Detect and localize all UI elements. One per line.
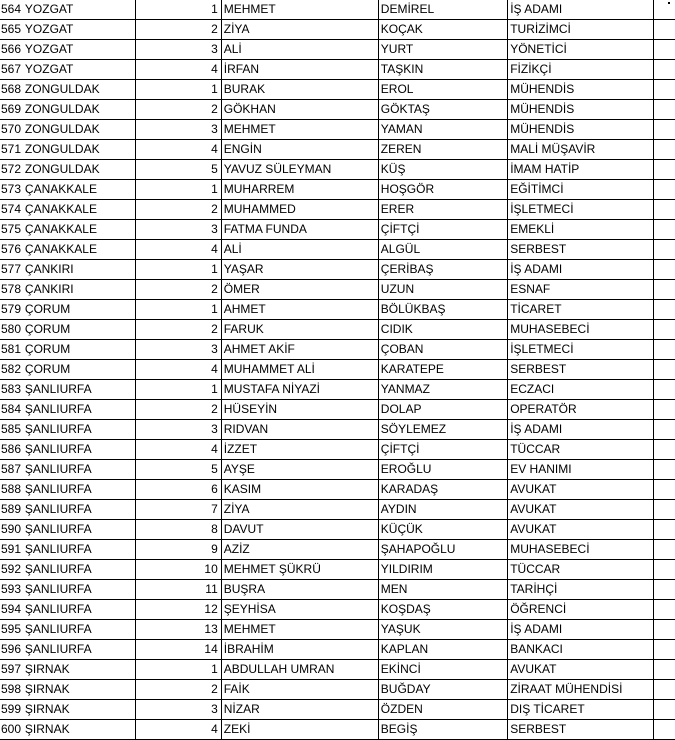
last-name-cell: BEGİŞ [378,720,507,740]
order-cell: 2 [135,280,221,300]
table-row [0,480,675,500]
province-cell: ÇANAKKALE [23,200,135,220]
row-number: 600 [0,720,23,740]
province-cell: ŞANLIURFA [23,540,135,560]
province-cell: ŞANLIURFA [23,640,135,660]
order-cell: 1 [135,180,221,200]
order-cell: 1 [135,380,221,400]
row-number: 581 [0,340,23,360]
last-name-cell: ZEREN [378,140,507,160]
order-cell: 2 [135,320,221,340]
table-row [0,620,675,640]
empty-cell [654,240,675,260]
occupation-cell: MUHASEBECİ [508,320,654,340]
occupation-cell: MUHASEBECİ [508,540,654,560]
table-row [0,220,675,240]
order-cell: 7 [135,500,221,520]
province-cell: ŞIRNAK [23,660,135,680]
order-cell: 8 [135,520,221,540]
first-name-cell: ÖMER [221,280,378,300]
order-cell: 9 [135,540,221,560]
order-cell: 5 [135,460,221,480]
occupation-cell: YÖNETİCİ [508,40,654,60]
province-cell: ŞIRNAK [23,700,135,720]
occupation-cell: SERBEST [508,360,654,380]
table-row [0,120,675,140]
first-name-cell: YAŞAR [221,260,378,280]
row-number: 571 [0,140,23,160]
order-cell: 5 [135,160,221,180]
row-number: 565 [0,20,23,40]
row-number: 595 [0,620,23,640]
last-name-cell: DOLAP [378,400,507,420]
province-cell: ÇORUM [23,320,135,340]
province-cell: ŞANLIURFA [23,480,135,500]
table-row [0,60,675,80]
empty-cell [654,220,675,240]
last-name-cell: TAŞKIN [378,60,507,80]
province-cell: ZONGULDAK [23,80,135,100]
order-cell: 3 [135,700,221,720]
first-name-cell: ŞEYHİSA [221,600,378,620]
empty-cell [654,640,675,660]
last-name-cell: ÇİFTÇİ [378,440,507,460]
order-cell: 2 [135,100,221,120]
first-name-cell: İZZET [221,440,378,460]
first-name-cell: ZİYA [221,20,378,40]
order-cell: 6 [135,480,221,500]
empty-cell [654,100,675,120]
province-cell: ÇANKIRI [23,280,135,300]
last-name-cell: YAMAN [378,120,507,140]
table-row [0,680,675,700]
row-number: 583 [0,380,23,400]
table-row [0,560,675,580]
order-cell: 3 [135,340,221,360]
table-row [0,160,675,180]
province-cell: ŞANLIURFA [23,460,135,480]
row-number: 586 [0,440,23,460]
occupation-cell: TİCARET [508,300,654,320]
province-cell: ÇORUM [23,340,135,360]
last-name-cell: SÖYLEMEZ [378,420,507,440]
last-name-cell: ÇİFTÇİ [378,220,507,240]
order-cell: 12 [135,600,221,620]
province-cell: ŞANLIURFA [23,380,135,400]
occupation-cell: EĞİTİMCİ [508,180,654,200]
table-row [0,580,675,600]
row-number: 572 [0,160,23,180]
order-cell: 1 [135,0,221,20]
province-cell: ZONGULDAK [23,100,135,120]
province-cell: ÇANAKKALE [23,180,135,200]
empty-cell [654,720,675,740]
first-name-cell: YAVUZ SÜLEYMAN [221,160,378,180]
first-name-cell: MUHAMMET ALİ [221,360,378,380]
occupation-cell: MÜHENDİS [508,120,654,140]
occupation-cell: MÜHENDİS [508,80,654,100]
row-number: 582 [0,360,23,380]
last-name-cell: GÖKTAŞ [378,100,507,120]
first-name-cell: BUŞRA [221,580,378,600]
empty-cell [654,340,675,360]
first-name-cell: FARUK [221,320,378,340]
row-number: 592 [0,560,23,580]
empty-cell [654,20,675,40]
row-number: 567 [0,60,23,80]
last-name-cell: YILDIRIM [378,560,507,580]
last-name-cell: KOÇAK [378,20,507,40]
table-row [0,80,675,100]
occupation-cell: İŞLETMECİ [508,200,654,220]
first-name-cell: HÜSEYİN [221,400,378,420]
row-number: 587 [0,460,23,480]
first-name-cell: FAİK [221,680,378,700]
table-row [0,600,675,620]
order-cell: 1 [135,80,221,100]
last-name-cell: BÖLÜKBAŞ [378,300,507,320]
occupation-cell: BANKACI [508,640,654,660]
row-number: 568 [0,80,23,100]
first-name-cell: MUHAMMED [221,200,378,220]
corner-mark [668,2,670,4]
row-number: 579 [0,300,23,320]
occupation-cell: İŞ ADAMI [508,260,654,280]
order-cell: 2 [135,680,221,700]
order-cell: 3 [135,220,221,240]
last-name-cell: KÜŞ [378,160,507,180]
occupation-cell: İMAM HATİP [508,160,654,180]
last-name-cell: MEN [378,580,507,600]
first-name-cell: AHMET AKİF [221,340,378,360]
occupation-cell: ZİRAAT MÜHENDİSİ [508,680,654,700]
table-row [0,300,675,320]
order-cell: 4 [135,60,221,80]
first-name-cell: ABDULLAH UMRAN [221,660,378,680]
table-row [0,520,675,540]
last-name-cell: BUĞDAY [378,680,507,700]
table-row [0,280,675,300]
row-number: 591 [0,540,23,560]
last-name-cell: KAPLAN [378,640,507,660]
empty-cell [654,300,675,320]
table-row [0,640,675,660]
empty-cell [654,120,675,140]
last-name-cell: ÇOBAN [378,340,507,360]
empty-cell [654,320,675,340]
first-name-cell: GÖKHAN [221,100,378,120]
first-name-cell: BURAK [221,80,378,100]
occupation-cell: MÜHENDİS [508,100,654,120]
empty-cell [654,460,675,480]
table-row [0,380,675,400]
occupation-cell: EMEKLİ [508,220,654,240]
order-cell: 4 [135,360,221,380]
table-row [0,720,675,740]
first-name-cell: NİZAR [221,700,378,720]
empty-cell [654,500,675,520]
province-cell: ÇANKIRI [23,260,135,280]
last-name-cell: EROĞLU [378,460,507,480]
first-name-cell: ZEKİ [221,720,378,740]
province-cell: ŞIRNAK [23,720,135,740]
empty-cell [654,560,675,580]
occupation-cell: İŞLETMECİ [508,340,654,360]
empty-cell [654,600,675,620]
table-row [0,0,675,20]
row-number: 578 [0,280,23,300]
empty-cell [654,160,675,180]
occupation-cell: OPERATÖR [508,400,654,420]
empty-cell [654,520,675,540]
first-name-cell: İRFAN [221,60,378,80]
table-row [0,140,675,160]
last-name-cell: EKİNCİ [378,660,507,680]
row-number: 589 [0,500,23,520]
last-name-cell: KÜÇÜK [378,520,507,540]
province-cell: ŞANLIURFA [23,400,135,420]
row-number: 599 [0,700,23,720]
empty-cell [654,540,675,560]
last-name-cell: ŞAHAPOĞLU [378,540,507,560]
occupation-cell: TÜCCAR [508,440,654,460]
row-number: 575 [0,220,23,240]
province-cell: ZONGULDAK [23,160,135,180]
first-name-cell: AHMET [221,300,378,320]
empty-cell [654,580,675,600]
occupation-cell: TÜCCAR [508,560,654,580]
row-number: 564 [0,0,23,20]
first-name-cell: FATMA FUNDA [221,220,378,240]
province-cell: ŞIRNAK [23,680,135,700]
province-cell: ÇORUM [23,360,135,380]
first-name-cell: İBRAHİM [221,640,378,660]
province-cell: YOZGAT [23,40,135,60]
empty-cell [654,400,675,420]
first-name-cell: ALİ [221,40,378,60]
occupation-cell: AVUKAT [508,480,654,500]
first-name-cell: ENGİN [221,140,378,160]
table-row [0,500,675,520]
last-name-cell: DEMİREL [378,0,507,20]
empty-cell [654,260,675,280]
occupation-cell: TURİZİMCİ [508,20,654,40]
occupation-cell: EV HANIMI [508,460,654,480]
empty-cell [654,40,675,60]
first-name-cell: KASIM [221,480,378,500]
empty-cell [654,660,675,680]
order-cell: 2 [135,20,221,40]
table-row [0,460,675,480]
occupation-cell: SERBEST [508,720,654,740]
table-row [0,260,675,280]
province-cell: ŞANLIURFA [23,600,135,620]
row-number: 573 [0,180,23,200]
occupation-cell: MALİ MÜŞAVİR [508,140,654,160]
order-cell: 4 [135,440,221,460]
province-cell: ÇANAKKALE [23,240,135,260]
table-row [0,540,675,560]
table-row [0,180,675,200]
first-name-cell: MEHMET ŞÜKRÜ [221,560,378,580]
order-cell: 1 [135,660,221,680]
last-name-cell: CIDIK [378,320,507,340]
last-name-cell: YANMAZ [378,380,507,400]
table-row [0,100,675,120]
last-name-cell: EROL [378,80,507,100]
last-name-cell: YAŞUK [378,620,507,640]
first-name-cell: MEHMET [221,0,378,20]
empty-cell [654,700,675,720]
first-name-cell: DAVUT [221,520,378,540]
occupation-cell: SERBEST [508,240,654,260]
row-number: 585 [0,420,23,440]
empty-cell [654,180,675,200]
province-cell: ŞANLIURFA [23,620,135,640]
row-number: 598 [0,680,23,700]
table-row [0,20,675,40]
row-number: 596 [0,640,23,660]
empty-cell [654,680,675,700]
province-cell: YOZGAT [23,20,135,40]
order-cell: 2 [135,200,221,220]
occupation-cell: TARİHÇİ [508,580,654,600]
empty-cell [654,80,675,100]
empty-cell [654,420,675,440]
province-cell: ŞANLIURFA [23,500,135,520]
last-name-cell: YURT [378,40,507,60]
first-name-cell: MUHARREM [221,180,378,200]
first-name-cell: MUSTAFA NİYAZİ [221,380,378,400]
province-cell: ŞANLIURFA [23,580,135,600]
order-cell: 14 [135,640,221,660]
occupation-cell: İŞ ADAMI [508,420,654,440]
order-cell: 10 [135,560,221,580]
order-cell: 4 [135,720,221,740]
empty-cell [654,440,675,460]
empty-cell [654,480,675,500]
first-name-cell: AZİZ [221,540,378,560]
province-cell: ÇANAKKALE [23,220,135,240]
empty-cell [654,380,675,400]
province-cell: YOZGAT [23,0,135,20]
empty-cell [654,280,675,300]
empty-cell [654,0,675,20]
first-name-cell: ALİ [221,240,378,260]
order-cell: 13 [135,620,221,640]
order-cell: 11 [135,580,221,600]
empty-cell [654,200,675,220]
empty-cell [654,60,675,80]
table-row [0,360,675,380]
last-name-cell: KARATEPE [378,360,507,380]
province-cell: ŞANLIURFA [23,440,135,460]
last-name-cell: ALGÜL [378,240,507,260]
province-cell: YOZGAT [23,60,135,80]
occupation-cell: ÖĞRENCİ [508,600,654,620]
order-cell: 3 [135,40,221,60]
province-cell: ŞANLIURFA [23,420,135,440]
occupation-cell: İŞ ADAMI [508,620,654,640]
occupation-cell: İŞ ADAMI [508,0,654,20]
table-row [0,340,675,360]
first-name-cell: RIDVAN [221,420,378,440]
empty-cell [654,140,675,160]
row-number: 590 [0,520,23,540]
last-name-cell: ERER [378,200,507,220]
table-row [0,420,675,440]
occupation-cell: AVUKAT [508,520,654,540]
last-name-cell: ÇERİBAŞ [378,260,507,280]
order-cell: 3 [135,420,221,440]
province-cell: ZONGULDAK [23,120,135,140]
order-cell: 2 [135,400,221,420]
row-number: 576 [0,240,23,260]
first-name-cell: AYŞE [221,460,378,480]
row-number: 577 [0,260,23,280]
empty-cell [654,360,675,380]
row-number: 594 [0,600,23,620]
order-cell: 4 [135,140,221,160]
row-number: 569 [0,100,23,120]
occupation-cell: AVUKAT [508,660,654,680]
table-row [0,240,675,260]
row-number: 566 [0,40,23,60]
occupation-cell: AVUKAT [508,500,654,520]
province-cell: ŞANLIURFA [23,560,135,580]
row-number: 597 [0,660,23,680]
table-row [0,700,675,720]
order-cell: 1 [135,260,221,280]
row-number: 584 [0,400,23,420]
occupation-cell: ESNAF [508,280,654,300]
occupation-cell: DIŞ TİCARET [508,700,654,720]
table-row [0,400,675,420]
row-number: 593 [0,580,23,600]
empty-cell [654,620,675,640]
province-cell: ÇORUM [23,300,135,320]
row-number: 588 [0,480,23,500]
table-row [0,200,675,220]
first-name-cell: ZİYA [221,500,378,520]
occupation-cell: ECZACI [508,380,654,400]
first-name-cell: MEHMET [221,620,378,640]
table-row [0,40,675,60]
order-cell: 1 [135,300,221,320]
row-number: 570 [0,120,23,140]
table-row [0,440,675,460]
row-number: 580 [0,320,23,340]
table-row [0,320,675,340]
last-name-cell: ÖZDEN [378,700,507,720]
last-name-cell: KOŞDAŞ [378,600,507,620]
province-cell: ZONGULDAK [23,140,135,160]
table-row [0,660,675,680]
last-name-cell: AYDIN [378,500,507,520]
occupation-cell: FİZİKÇİ [508,60,654,80]
last-name-cell: HOŞGÖR [378,180,507,200]
order-cell: 4 [135,240,221,260]
row-number: 574 [0,200,23,220]
first-name-cell: MEHMET [221,120,378,140]
last-name-cell: UZUN [378,280,507,300]
last-name-cell: KARADAŞ [378,480,507,500]
province-cell: ŞANLIURFA [23,520,135,540]
order-cell: 3 [135,120,221,140]
